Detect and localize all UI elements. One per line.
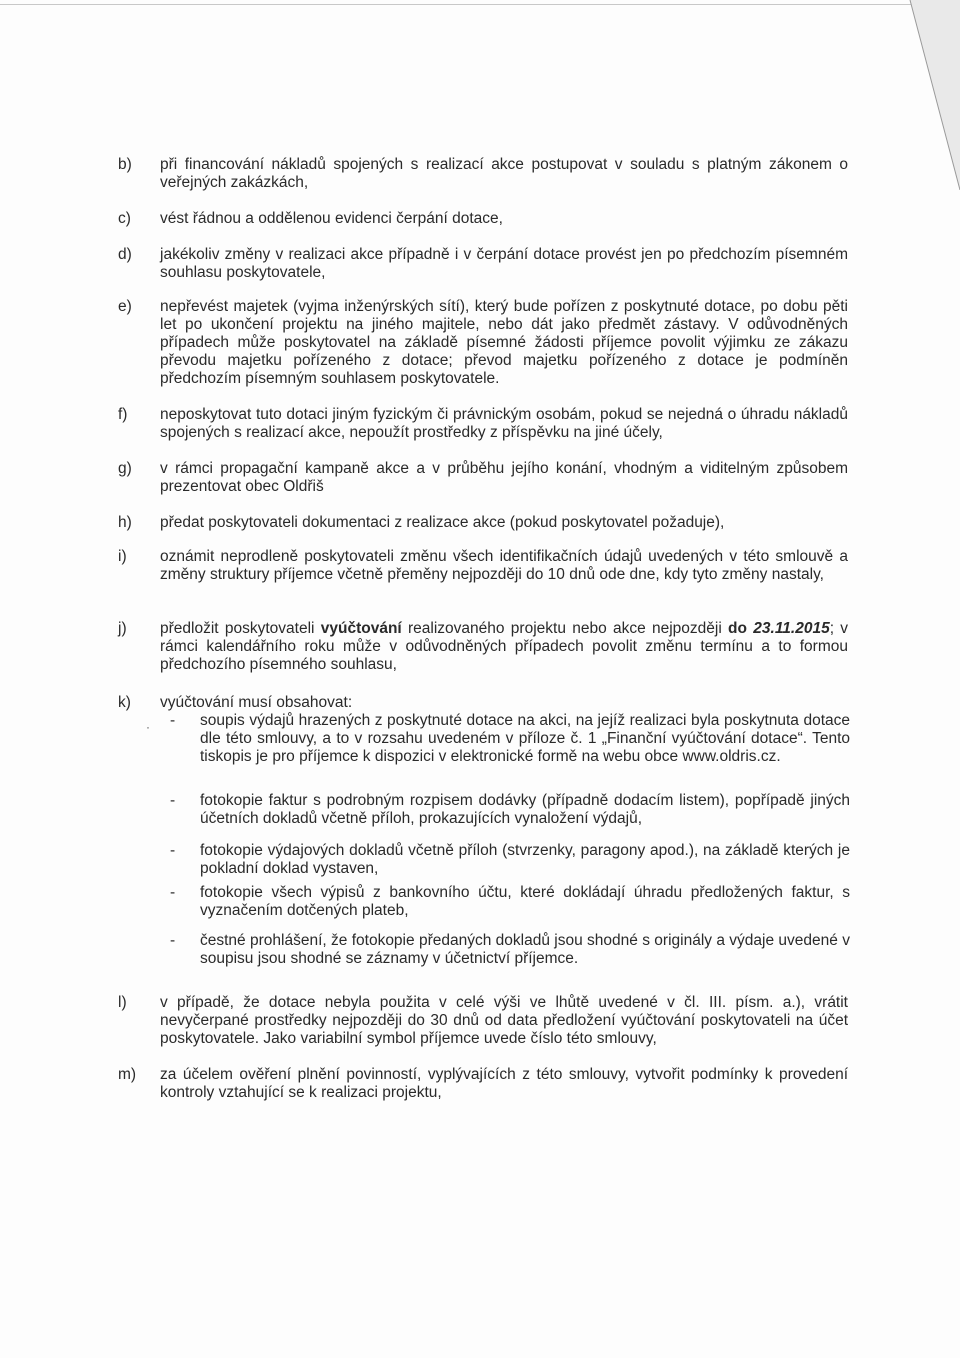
list-item-l [118,994,848,1048]
item-text: v rámci propagační kampaně akce a v průběhu jejího konání, vhodným a viditelným způsobem prezentovat obec Oldřiš [160,460,848,495]
subitem-text: fotokopie výdajových dokladů včetně příloh (stvrzenky, paragony apod.), na základě kterých je pokladní doklad vystaven, [200,842,850,877]
item-text: oznámit neprodleně poskytovateli změnu všech identifikačních údajů uvedených v této smlouvě a změny struktury příjemce včetně přeměny nejpozději do 10 dnů ode dne, kdy tyto změny nastaly, [160,548,848,583]
dash-bullet: - [170,712,176,729]
list-item-f [118,406,848,442]
item-marker: e) [118,298,132,315]
deadline-date: 23.11.2015 [753,620,830,637]
item-text: při financování nákladů spojených s realizací akce postupovat v souladu s platným zákonem o veřejných zakázkách, [160,156,848,191]
item-text [160,620,848,674]
list-item-j [118,620,848,674]
dash-bullet: - [170,842,176,859]
item-marker: h) [118,514,132,531]
dash-bullet: - [170,884,176,901]
subitem-text: fotokopie faktur s podrobným rozpisem dodávky (případně dodacím listem), popřípadě jiných účetních dokladů včetně příloh, prokazujících vynaložení výdajů, [200,792,850,827]
list-item-b [118,156,848,192]
subitem-text: fotokopie všech výpisů z bankovního účtu, které dokládají úhradu předložených faktur, s vyznačením dotčených plateb, [200,884,850,919]
item-marker: k) [118,694,131,711]
k-subitem-prohlaseni [160,932,850,968]
scan-shadow [840,0,960,190]
item-marker: g) [118,460,132,477]
item-text: v případě, že dotace nebyla použita v celé výši ve lhůtě uvedené v čl. III. písm. a.), vrátit nevyčerpané prostředky nejpozději do 30 dnů od data předložení vyúčtování poskytovateli na účet poskytovatele. Jako variabilní symbol příjemce uvede číslo této smlouvy, [160,994,848,1047]
item-text: předat poskytovateli dokumentaci z realizace akce (pokud poskytovatel požaduje), [160,514,725,531]
item-marker: l) [118,994,127,1011]
list-item-d [118,246,848,282]
item-marker: c) [118,210,131,227]
item-marker: i) [118,548,127,565]
emphasis-do: do [728,620,747,637]
scan-edge-line [0,4,960,5]
subitem-text: soupis výdajů hrazených z poskytnuté dotace na akci, na jejíž realizaci byla poskytnuta dotace dle této smlouvy, a to v rozsahu uvedeném v příloze č. 1 „Finanční vyúčtování dotace“. Tento tiskopis je pro příjemce k dispozici v elektronické formě na webu obce www.oldris.cz. [200,712,850,765]
stray-mark: · [146,720,150,734]
list-item-e [118,298,848,388]
item-text: vyúčtování musí obsahovat: [160,694,353,711]
dash-bullet: - [170,792,176,809]
k-subitem-vydajove-doklady [160,842,850,878]
k-subitem-vypisy [160,884,850,920]
list-item-m [118,1066,848,1102]
item-marker: b) [118,156,132,173]
dash-bullet: - [170,932,176,949]
list-item-c [118,210,848,228]
subitem-text: čestné prohlášení, že fotokopie předaných dokladů jsou shodné s originály a výdaje uvedené v soupisu jsou shodné se záznamy v účetnictví příjemce. [200,932,850,967]
item-text: jakékoliv změny v realizaci akce případně i v čerpání dotace provést jen po předchozím písemném souhlasu poskytovatele, [160,246,848,281]
item-text-part: předložit poskytovateli [160,620,315,637]
item-text: za účelem ověření plnění povinností, vyplývajících z této smlouvy, vytvořit podmínky k provedení kontroly vztahující se k realizaci projektu, [160,1066,848,1101]
item-text-part: ; v rámci kalendářního roku může v odůvodněných případech povolit změnu termínu a to formou předchozího písemného souhlasu, [160,620,849,673]
item-marker: f) [118,406,128,423]
item-text: vést řádnou a oddělenou evidenci čerpání dotace, [160,210,503,227]
item-text: nepřevést majetek (vyjma inženýrských sítí), který bude pořízen z poskytnuté dotace, po dobu pěti let po ukončení projektu na jiného majitele, nebo dát jako předmět zástavy. V odůvodněných případech může poskytovatel na základě písemné žádosti příjemce povolit výjimku ze zákazu převodu majetku pořízeného z dotace; převod majetku pořízeného z dotace je podmíněn předchozím písemným souhlasem poskytovatele. [160,298,848,387]
list-item-h [118,514,848,532]
item-marker: j) [118,620,127,637]
item-text-part: realizovaného projektu nebo akce nejpozději [408,620,722,637]
k-subitem-faktury [160,792,850,828]
emphasis-vyuctovani: vyúčtování [320,620,402,637]
item-marker: d) [118,246,132,263]
list-item-g [118,460,848,496]
item-marker: m) [118,1066,137,1083]
list-item-i [118,548,848,584]
list-item-k [118,694,848,712]
item-text: neposkytovat tuto dotaci jiným fyzickým či právnickým osobám, pokud se nejedná o úhradu nákladů spojených s realizací akce, nepoužít prostředky z příspěvku na jiné účely, [160,406,848,441]
k-subitem-soupis [160,712,850,766]
